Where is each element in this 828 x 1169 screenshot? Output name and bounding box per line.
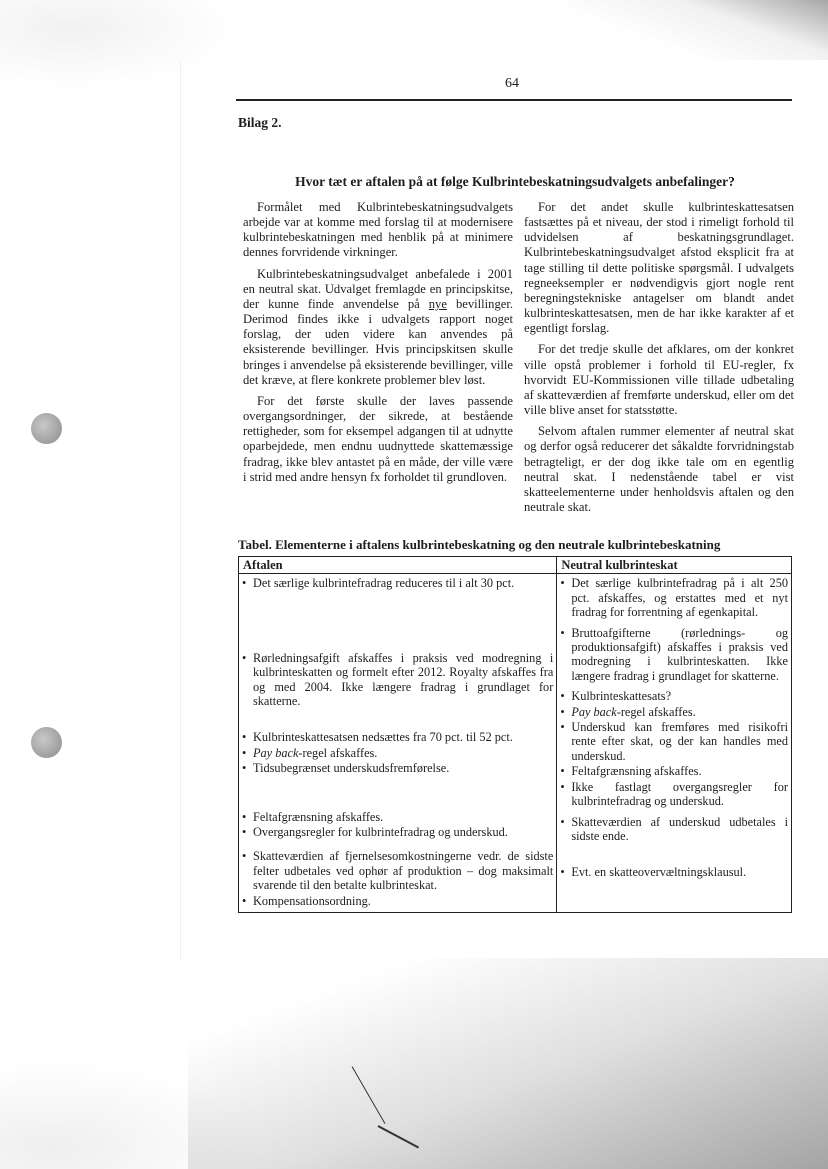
list-item [560,705,788,719]
list-item: • Rørledningsafgift afskaffes i praksis ved modregning i kulbrinteskatten og formelt efter 2012. Royalty afskaffes fra og med 2004. Ikke længere fradrag i grundlaget for skatterne. [242,651,553,709]
list-item: • Underskud kan fremføres med risikofri rente efter skat, og der kan handles med underskud. [560,720,788,763]
list-item: • Skatteværdien af fjernelsesomkostningerne vedr. de sidste felter udbetales ved ophør af produktion – dog maksimalt svarende til den betalte kulbrinteskat. [242,849,553,892]
scan-shadow-top-right [568,0,828,60]
list-item [242,746,553,760]
punch-hole-top [31,413,62,444]
scan-shadow-bottom-right [188,958,828,1169]
list-item: • Overgangsregler for kulbrintefradrag og underskud. [242,825,553,839]
paragraph: For det andet skulle kulbrinteskattesatsen fastsættes på et niveau, der stod i rimeligt forhold til udvidelsen af beskatningsgrundlaget. Kulbrintebeskatningsudvalget afstod eksplicit fra at tage stilling til dette politiske spørgsmål. I udvalgets regneeksempler er nødvendigvis gjort nogle rent beregningstekniske antagelser om blandt andet kulbrinteskattesatsen, men de har ikke karakter af et egentligt forslag. [524,200,794,336]
scan-page-edge [180,60,181,960]
table-title: Tabel. Elementerne i aftalens kulbrintebeskatning og den neutrale kulbrintebeskatning [238,537,721,552]
paragraph: Selvom aftalen rummer elementer af neutral skat og derfor også reducerer det såkaldte forvridningstab betragteligt, er der dog ikke tale om en egentlig neutral skat. I nedenstående tabel er vist skatteelementerne under henholdsvis aftalen og den neutrale skat. [524,424,794,514]
list-item-text: -regel afskaffes. [616,704,696,719]
list-item: • Kulbrinteskattesats? [560,689,788,703]
list-item: • Feltafgrænsning afskaffes. [560,764,788,778]
scan-shadow-bottom-left [0,1060,260,1169]
list-item: • Feltafgrænsning afskaffes. [242,810,553,824]
header-rule [236,99,792,101]
right-column [524,200,794,521]
page-number: 64 [505,76,519,91]
table-cell [557,574,792,908]
paragraph [243,267,513,388]
list-item: • Skatteværdien af underskud udbetales i sidste ende. [560,815,788,844]
table-row [239,574,792,908]
list-item: • Det særlige kulbrintefradrag reduceres til i alt 30 pct. [242,576,553,590]
scan-shadow-top-left [0,0,240,90]
list-item: • Bruttoafgifterne (rørlednings- og produktionsafgift) afskaffes i praksis ved modregning i kulbrinteskatten. Ikke længere fradrag i grundlaget for skatterne. [560,626,788,684]
table-cell [239,574,557,908]
list-item: • Det særlige kulbrintefradrag på i alt 250 pct. afskaffes, og erstattes med et nyt fradrag for forrentning af egenkapital. [560,576,788,619]
paragraph: For det første skulle der laves passende overgangsordninger, der sikrede, at bestående rettigheder, som for eksempel adgangen til at udnytte oparbejdede, men endnu uudnyttede skattemæssige fradrag, ikke blev antastet på en måde, der ville være i strid med andre hensyn fx forholdet til grundloven. [243,393,513,484]
paragraph: Formålet med Kulbrintebeskatningsudvalgets arbejde var at komme med forslag til at modernisere kulbrintebeskatningen med henblik på at minimere dennes forvridende virkninger. [243,200,513,260]
section-label: Bilag 2. [238,115,282,130]
list-item: • Kompensationsordning. [242,894,553,908]
column-header-aftalen: Aftalen [239,557,557,574]
left-column [243,200,513,491]
italic-term: Pay back [253,745,299,760]
list-item: • Tidsubegrænset underskudsfremførelse. [242,761,553,775]
paragraph-text: Kulbrintebeskatningsudvalget anbefalede i 2001 en neutral skat. Udvalget fremlagde en principskitse, der kunne finde anvendelse på [243,266,513,311]
list-item: • Kulbrinteskattesatsen nedsættes fra 70 pct. til 52 pct. [242,730,553,744]
punch-hole-bottom [31,727,62,758]
paragraph-text: bevillinger. Derimod findes ikke i udvalgets rapport noget forslag, der uden videre kan anvendes på eksisterende bevillinger. Hvis principskitsen skulle bringes i anvendelse på eksisterende bevillinger, ville det kræve, at flere konkrete problemer blev løst. [243,296,513,387]
paragraph: For det tredje skulle det afklares, om der konkret ville opstå problemer i forhold til EU-regler, fx hvorvidt EU-Kommissionen ville tillade udbetaling af skatteværdien af fremførte underskud, eller om det ville blive anset for statsstøtte. [524,342,794,418]
underlined-word: nye [428,296,447,311]
list-item: • Evt. en skatteovervæltningsklausul. [560,865,788,879]
list-item: • Ikke fastlagt overgangsregler for kulbrintefradrag og underskud. [560,780,788,809]
comparison-table [238,556,792,913]
italic-term: Pay back [571,704,617,719]
list-item-text: -regel afskaffes. [298,745,378,760]
column-header-neutral: Neutral kulbrinteskat [557,557,792,574]
page-heading: Hvor tæt er aftalen på at følge Kulbrintebeskatningsudvalgets anbefalinger? [295,174,735,189]
